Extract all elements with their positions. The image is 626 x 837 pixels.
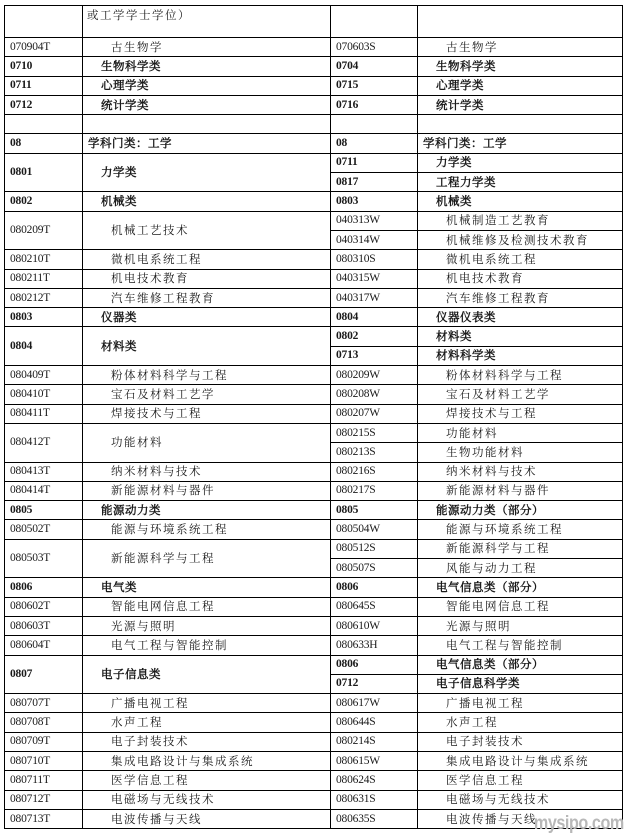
right-code: 080631S <box>331 790 418 809</box>
left-code: 080414T <box>5 481 83 500</box>
table-row <box>5 366 623 385</box>
right-code: 080217S <box>331 481 418 500</box>
right-name: 材料科学类 <box>418 346 623 365</box>
right-name: 心理学类 <box>418 76 623 95</box>
right-code: 080645S <box>331 597 418 616</box>
left-name: 生物科学类 <box>83 57 331 76</box>
right-name: 新能源材料与器件 <box>418 481 623 500</box>
left-name: 古生物学 <box>83 38 331 57</box>
table-row <box>5 211 623 230</box>
right-name: 宝石及材料工艺学 <box>418 385 623 404</box>
left-name: 宝石及材料工艺学 <box>83 385 331 404</box>
left-code: 0805 <box>5 501 83 520</box>
right-name: 集成电路设计与集成系统 <box>418 751 623 770</box>
left-name: 能源与环境系统工程 <box>83 520 331 539</box>
right-name: 仪器仪表类 <box>418 308 623 327</box>
right-code: 040317W <box>331 288 418 307</box>
right-name: 新能源科学与工程 <box>418 539 623 558</box>
right-code: 080504W <box>331 520 418 539</box>
right-code: 0803 <box>331 192 418 211</box>
right-name: 医学信息工程 <box>418 771 623 790</box>
category-row <box>5 327 623 346</box>
right-code: 0804 <box>331 308 418 327</box>
right-name <box>418 6 623 38</box>
right-name: 粉体材料科学与工程 <box>418 366 623 385</box>
left-name: 能源动力类 <box>83 501 331 520</box>
left-code: 080209T <box>5 211 83 250</box>
left-name: 机械工艺技术 <box>83 211 331 250</box>
left-code: 0710 <box>5 57 83 76</box>
left-name: 材料类 <box>83 327 331 366</box>
left-name: 机电技术教育 <box>83 269 331 288</box>
right-code: 080215S <box>331 423 418 442</box>
category-row <box>5 153 623 172</box>
category-row <box>5 308 623 327</box>
table-row <box>5 751 623 770</box>
right-name: 智能电网信息工程 <box>418 597 623 616</box>
right-code: 070603S <box>331 38 418 57</box>
left-code: 070904T <box>5 38 83 57</box>
right-name: 机械维修及检测技术教育 <box>418 230 623 249</box>
left-name: 微机电系统工程 <box>83 250 331 269</box>
right-code: 0806 <box>331 655 418 674</box>
category-row <box>5 192 623 211</box>
left-name: 或工学学士学位） <box>83 6 331 38</box>
left-code: 0802 <box>5 192 83 211</box>
right-name <box>418 115 623 134</box>
right-name: 功能材料 <box>418 423 623 442</box>
left-name: 心理学类 <box>83 76 331 95</box>
table-row <box>5 636 623 655</box>
right-code: 080644S <box>331 713 418 732</box>
left-name: 粉体材料科学与工程 <box>83 366 331 385</box>
empty-row <box>5 115 623 134</box>
table-row <box>5 713 623 732</box>
left-name: 电子信息类 <box>83 655 331 694</box>
right-code <box>331 6 418 38</box>
right-name: 古生物学 <box>418 38 623 57</box>
right-code: 080610W <box>331 616 418 635</box>
left-name: 广播电视工程 <box>83 694 331 713</box>
left-code: 080413T <box>5 462 83 481</box>
left-name: 电气工程与智能控制 <box>83 636 331 655</box>
right-name: 广播电视工程 <box>418 694 623 713</box>
right-code: 080512S <box>331 539 418 558</box>
left-code: 0803 <box>5 308 83 327</box>
right-name: 电子封装技术 <box>418 732 623 751</box>
table-row <box>5 694 623 713</box>
left-code <box>5 115 83 134</box>
right-code <box>331 115 418 134</box>
left-name: 新能源材料与器件 <box>83 481 331 500</box>
left-code: 080707T <box>5 694 83 713</box>
right-name: 微机电系统工程 <box>418 250 623 269</box>
right-name: 电气信息类（部分） <box>418 578 623 597</box>
right-name: 电气工程与智能控制 <box>418 636 623 655</box>
discipline-row <box>5 134 623 153</box>
right-code: 080507S <box>331 559 418 578</box>
left-code: 0806 <box>5 578 83 597</box>
left-code: 0712 <box>5 95 83 114</box>
right-code: 0711 <box>331 153 418 172</box>
right-code: 080208W <box>331 385 418 404</box>
left-name: 电气类 <box>83 578 331 597</box>
table-row <box>5 38 623 57</box>
right-name: 学科门类：工学 <box>418 134 623 153</box>
left-code: 080412T <box>5 423 83 462</box>
left-name: 医学信息工程 <box>83 771 331 790</box>
table-row <box>5 732 623 751</box>
left-name <box>83 115 331 134</box>
right-code: 080624S <box>331 771 418 790</box>
right-name: 光源与照明 <box>418 616 623 635</box>
left-code: 080409T <box>5 366 83 385</box>
left-code: 080604T <box>5 636 83 655</box>
right-code: 08 <box>331 134 418 153</box>
left-name: 仪器类 <box>83 308 331 327</box>
left-code <box>5 6 83 38</box>
table-row <box>5 809 623 828</box>
right-name: 电气信息类（部分） <box>418 655 623 674</box>
right-code: 0715 <box>331 76 418 95</box>
right-name: 电磁场与无线技术 <box>418 790 623 809</box>
left-name: 集成电路设计与集成系统 <box>83 751 331 770</box>
table-row <box>5 269 623 288</box>
right-name: 材料类 <box>418 327 623 346</box>
left-code: 0804 <box>5 327 83 366</box>
left-code: 080602T <box>5 597 83 616</box>
left-name: 功能材料 <box>83 423 331 462</box>
left-code: 080603T <box>5 616 83 635</box>
right-code: 040314W <box>331 230 418 249</box>
left-name: 水声工程 <box>83 713 331 732</box>
category-row <box>5 655 623 674</box>
right-code: 040313W <box>331 211 418 230</box>
left-code: 08 <box>5 134 83 153</box>
table-row <box>5 6 623 38</box>
table-row <box>5 385 623 404</box>
table-row <box>5 790 623 809</box>
right-code: 080214S <box>331 732 418 751</box>
left-name: 电磁场与无线技术 <box>83 790 331 809</box>
left-code: 0711 <box>5 76 83 95</box>
right-code: 080635S <box>331 809 418 828</box>
table-row <box>5 520 623 539</box>
category-row <box>5 76 623 95</box>
right-name: 水声工程 <box>418 713 623 732</box>
right-code: 080216S <box>331 462 418 481</box>
right-code: 080310S <box>331 250 418 269</box>
right-code: 0716 <box>331 95 418 114</box>
right-name: 机电技术教育 <box>418 269 623 288</box>
category-row <box>5 57 623 76</box>
right-code: 080615W <box>331 751 418 770</box>
right-code: 0713 <box>331 346 418 365</box>
left-name: 汽车维修工程教育 <box>83 288 331 307</box>
left-code: 080210T <box>5 250 83 269</box>
right-code: 080213S <box>331 443 418 462</box>
left-code: 080711T <box>5 771 83 790</box>
right-code: 0806 <box>331 578 418 597</box>
left-code: 080713T <box>5 809 83 828</box>
right-name: 焊接技术与工程 <box>418 404 623 423</box>
table-row <box>5 481 623 500</box>
right-code: 040315W <box>331 269 418 288</box>
left-code: 080212T <box>5 288 83 307</box>
left-name: 学科门类：工学 <box>83 134 331 153</box>
left-code: 080411T <box>5 404 83 423</box>
right-name: 能源动力类（部分） <box>418 501 623 520</box>
table-row <box>5 616 623 635</box>
table-row <box>5 404 623 423</box>
right-name: 生物科学类 <box>418 57 623 76</box>
table-row <box>5 423 623 442</box>
right-name: 统计学类 <box>418 95 623 114</box>
watermark: mysipo.com <box>534 813 624 834</box>
right-name: 电子信息科学类 <box>418 674 623 693</box>
right-code: 0817 <box>331 173 418 192</box>
category-row <box>5 578 623 597</box>
right-code: 0704 <box>331 57 418 76</box>
right-name: 工程力学类 <box>418 173 623 192</box>
category-row <box>5 501 623 520</box>
category-row <box>5 95 623 114</box>
left-code: 080503T <box>5 539 83 578</box>
right-code: 080207W <box>331 404 418 423</box>
table-row <box>5 462 623 481</box>
left-name: 新能源科学与工程 <box>83 539 331 578</box>
left-code: 080709T <box>5 732 83 751</box>
left-code: 080211T <box>5 269 83 288</box>
left-name: 统计学类 <box>83 95 331 114</box>
left-code: 080710T <box>5 751 83 770</box>
left-code: 0807 <box>5 655 83 694</box>
right-code: 0802 <box>331 327 418 346</box>
major-mapping-table <box>4 5 623 829</box>
left-name: 光源与照明 <box>83 616 331 635</box>
table-row <box>5 771 623 790</box>
right-name: 风能与动力工程 <box>418 559 623 578</box>
left-name: 电子封装技术 <box>83 732 331 751</box>
right-name: 能源与环境系统工程 <box>418 520 623 539</box>
right-name: 纳米材料与技术 <box>418 462 623 481</box>
table-row <box>5 250 623 269</box>
left-name: 力学类 <box>83 153 331 192</box>
right-code: 0712 <box>331 674 418 693</box>
right-name: 机械类 <box>418 192 623 211</box>
right-code: 080617W <box>331 694 418 713</box>
left-name: 机械类 <box>83 192 331 211</box>
left-name: 智能电网信息工程 <box>83 597 331 616</box>
right-code: 0805 <box>331 501 418 520</box>
left-code: 080712T <box>5 790 83 809</box>
left-code: 080708T <box>5 713 83 732</box>
table-row <box>5 539 623 558</box>
left-code: 080502T <box>5 520 83 539</box>
right-name: 机械制造工艺教育 <box>418 211 623 230</box>
right-name: 电波传播与天线 <box>418 809 623 828</box>
right-code: 080209W <box>331 366 418 385</box>
left-code: 080410T <box>5 385 83 404</box>
right-name: 力学类 <box>418 153 623 172</box>
left-name: 纳米材料与技术 <box>83 462 331 481</box>
right-code: 080633H <box>331 636 418 655</box>
right-name: 生物功能材料 <box>418 443 623 462</box>
right-name: 汽车维修工程教育 <box>418 288 623 307</box>
left-name: 电波传播与天线 <box>83 809 331 828</box>
table-row <box>5 597 623 616</box>
table-row <box>5 288 623 307</box>
left-name: 焊接技术与工程 <box>83 404 331 423</box>
left-code: 0801 <box>5 153 83 192</box>
